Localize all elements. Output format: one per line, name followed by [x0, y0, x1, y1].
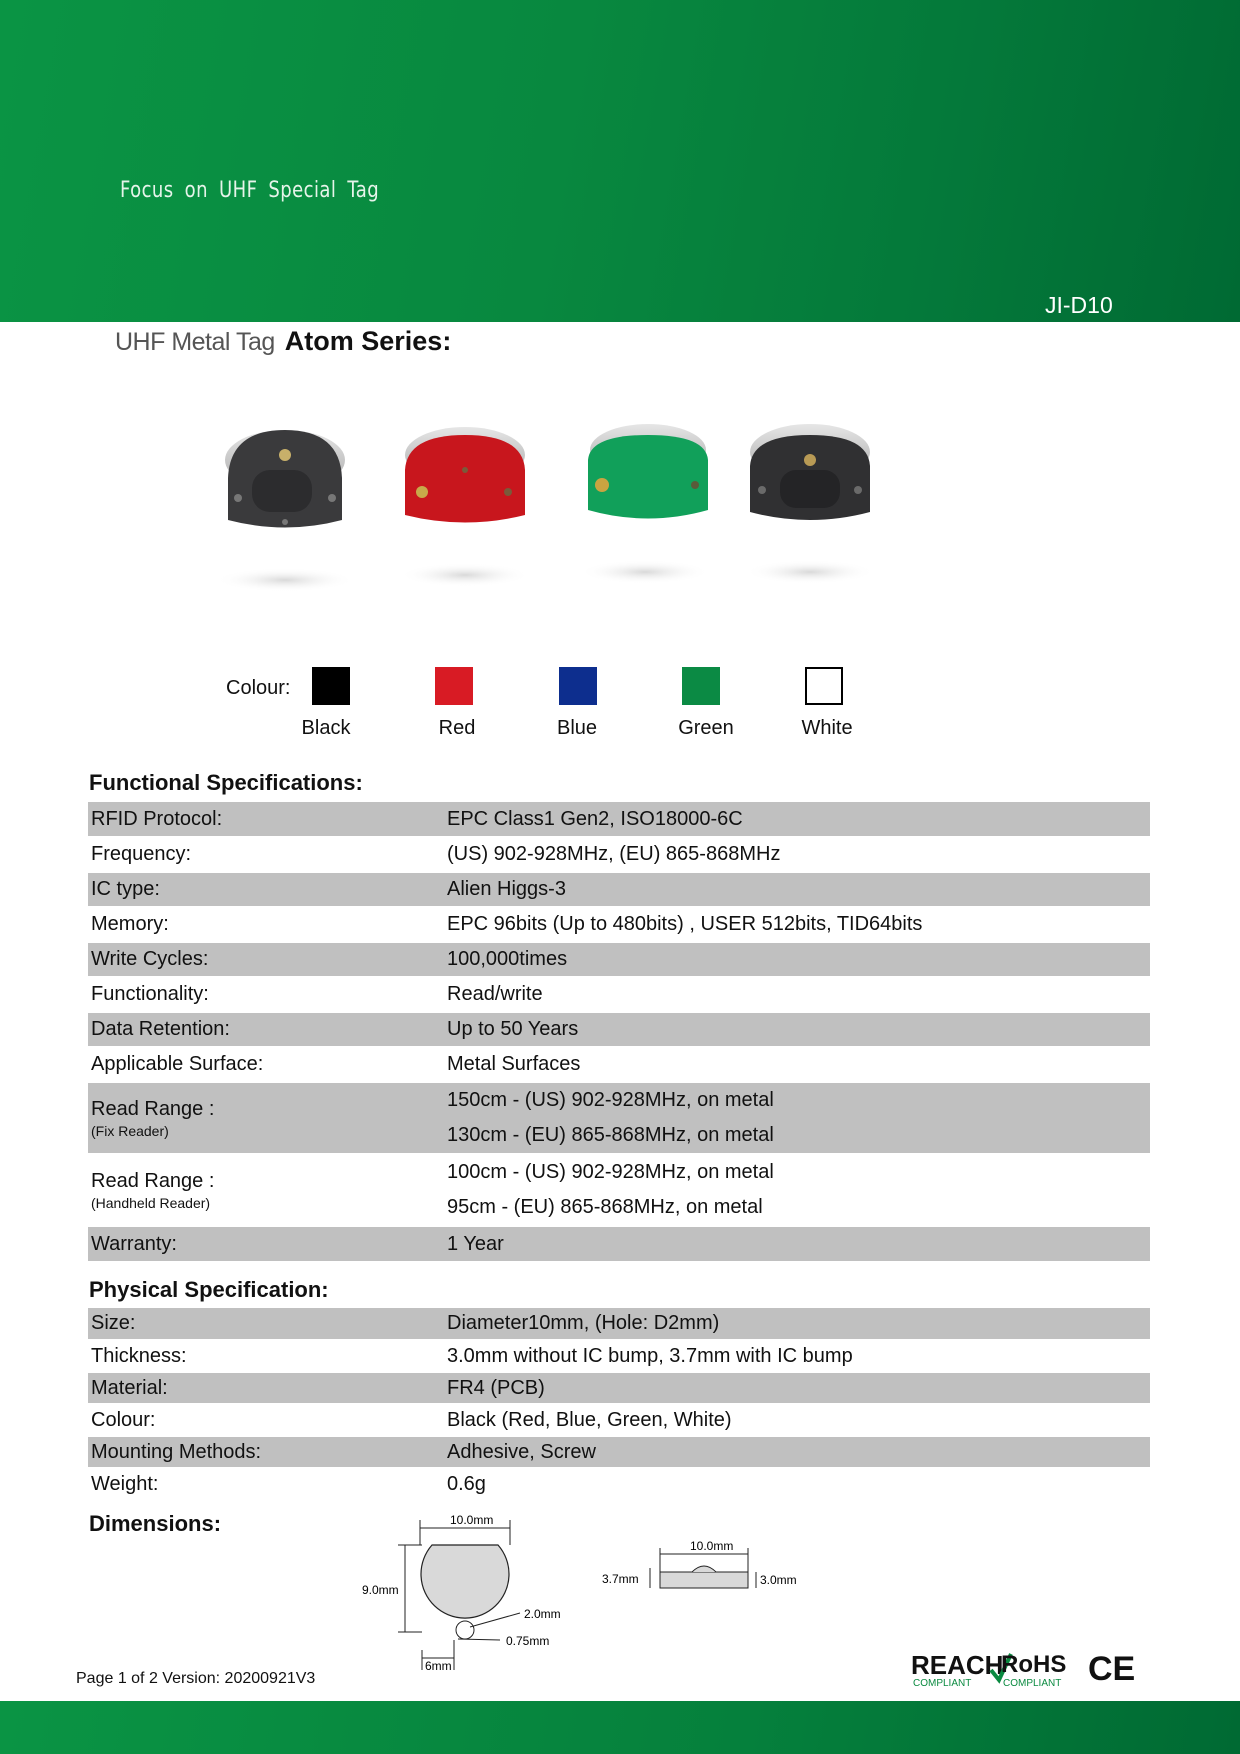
swatch-green: [682, 667, 720, 705]
table-row: [88, 1308, 1150, 1340]
table-row: [88, 1012, 1150, 1047]
read-range-handheld-label: Read Range :: [91, 1169, 215, 1192]
spec-value: Black (Red, Blue, Green, White): [444, 1404, 1150, 1436]
spec-key: IC type:: [88, 872, 444, 907]
table-row: [88, 942, 1150, 977]
reach-sub: COMPLIANT: [913, 1678, 972, 1689]
dim-hole: 2.0mm: [524, 1607, 561, 1621]
dim-height: 9.0mm: [362, 1583, 399, 1597]
swatch-red: [435, 667, 473, 705]
swatch-label-green: Green: [678, 717, 734, 739]
spec-value: EPC 96bits (Up to 480bits) , USER 512bits, TID64bits: [444, 907, 1150, 942]
spec-value: FR4 (PCB): [444, 1372, 1150, 1404]
table-row: [88, 1404, 1150, 1436]
top-view-drawing: [362, 1513, 561, 1670]
swatch-black: [312, 667, 350, 705]
read-range-handheld-eu: 95cm - (EU) 865-868MHz, on metal: [447, 1196, 763, 1218]
spec-key: Applicable Surface:: [88, 1047, 444, 1082]
spec-key: Functionality:: [88, 977, 444, 1012]
spec-key: Material:: [88, 1372, 444, 1404]
ce-text: CE: [1088, 1650, 1136, 1688]
spec-value: Read/write: [444, 977, 1150, 1012]
functional-spec-table: [88, 802, 1150, 1261]
table-row: [88, 802, 1150, 837]
spec-value: EPC Class1 Gen2, ISO18000-6C: [444, 802, 1150, 837]
model-number: JI-D10: [1045, 292, 1113, 318]
spec-key: Warranty:: [88, 1226, 444, 1261]
table-row: [88, 1154, 1150, 1226]
spec-value: (US) 902-928MHz, (EU) 865-868MHz: [444, 837, 1150, 872]
spec-value: Metal Surfaces: [444, 1047, 1150, 1082]
table-row: [88, 977, 1150, 1012]
spec-key: Data Retention:: [88, 1012, 444, 1047]
spec-value: 1 Year: [444, 1226, 1150, 1261]
header-banner: [0, 0, 1240, 322]
spec-value: 3.0mm without IC bump, 3.7mm with IC bump: [444, 1340, 1150, 1372]
spec-value: 0.6g: [444, 1468, 1150, 1500]
tag-black-right: [745, 424, 875, 584]
read-range-fix-eu: 130cm - (EU) 865-868MHz, on metal: [447, 1124, 774, 1146]
read-range-fix-us: 150cm - (US) 902-928MHz, on metal: [447, 1089, 774, 1111]
rohs-text: RoHS: [1001, 1651, 1067, 1678]
table-row: [88, 1468, 1150, 1500]
side-view-drawing: [602, 1539, 797, 1588]
dim-hole-offset: 6mm: [425, 1659, 452, 1670]
swatch-label-black: Black: [301, 717, 351, 739]
spec-value: Adhesive, Screw: [444, 1436, 1150, 1468]
tag-black-left: [215, 430, 355, 592]
spec-value: Diameter10mm, (Hole: D2mm): [444, 1308, 1150, 1340]
compliance-logos: [905, 1640, 1145, 1694]
reach-logo: [911, 1650, 1003, 1689]
read-range-fix-label: Read Range :: [91, 1097, 215, 1120]
title-light: UHF Metal Tag: [115, 328, 275, 356]
tagline: Focus on UHF Special Tag: [120, 178, 380, 203]
spec-key: [88, 1154, 444, 1226]
title-bold: Atom Series:: [284, 326, 452, 356]
spec-value: Up to 50 Years: [444, 1012, 1150, 1047]
table-row: [88, 1226, 1150, 1261]
page-version: Page 1 of 2 Version: 20200921V3: [76, 1670, 316, 1687]
spec-key: [88, 1082, 444, 1154]
page-title: [115, 326, 451, 357]
colour-label: Colour:: [226, 677, 291, 699]
spec-key: RFID Protocol:: [88, 802, 444, 837]
spec-value: [444, 1154, 1150, 1226]
table-row: [88, 1340, 1150, 1372]
dim-top-width: 10.0mm: [450, 1513, 494, 1527]
spec-key: Mounting Methods:: [88, 1436, 444, 1468]
dim-side-width: 10.0mm: [690, 1539, 734, 1553]
table-row: [88, 907, 1150, 942]
read-range-fix-sub: (Fix Reader): [91, 1122, 169, 1139]
dimension-drawing: [350, 1510, 850, 1670]
table-row: [88, 872, 1150, 907]
spec-value: 100,000times: [444, 942, 1150, 977]
swatch-label-white: White: [801, 717, 853, 739]
dimensions-title: Dimensions:: [89, 1511, 222, 1536]
spec-key: Memory:: [88, 907, 444, 942]
physical-spec-table: [88, 1308, 1150, 1500]
spec-key: Weight:: [88, 1468, 444, 1500]
spec-key: Colour:: [88, 1404, 444, 1436]
dim-side-thick: 3.0mm: [760, 1573, 797, 1587]
read-range-handheld-us: 100cm - (US) 902-928MHz, on metal: [447, 1161, 774, 1183]
table-row: [88, 1082, 1150, 1154]
spec-key: Frequency:: [88, 837, 444, 872]
dim-side-bump: 3.7mm: [602, 1572, 639, 1586]
spec-key: Size:: [88, 1308, 444, 1340]
ce-mark: [1088, 1650, 1135, 1688]
table-row: [88, 1436, 1150, 1468]
table-row: [88, 1047, 1150, 1082]
spec-value: [444, 1082, 1150, 1154]
table-row: [88, 1372, 1150, 1404]
footer-bar: [0, 1701, 1240, 1754]
dim-hole-edge: 0.75mm: [506, 1634, 550, 1648]
swatch-label-blue: Blue: [556, 717, 598, 739]
swatch-label-red: Red: [438, 717, 476, 739]
table-row: [88, 837, 1150, 872]
rohs-sub: COMPLIANT: [1003, 1678, 1062, 1689]
product-photo: [190, 400, 960, 640]
spec-key: Write Cycles:: [88, 942, 444, 977]
swatch-blue: [559, 667, 597, 705]
spec-value: Alien Higgs-3: [444, 872, 1150, 907]
physical-title: Physical Specification:: [89, 1277, 329, 1302]
spec-key: Thickness:: [88, 1340, 444, 1372]
rohs-logo: [991, 1651, 1066, 1689]
read-range-handheld-sub: (Handheld Reader): [91, 1194, 211, 1211]
swatch-white: [805, 667, 843, 705]
tag-red: [400, 427, 530, 587]
reach-text: REACH: [911, 1650, 1004, 1680]
tag-green: [580, 424, 710, 584]
functional-title: Functional Specifications:: [89, 770, 363, 795]
